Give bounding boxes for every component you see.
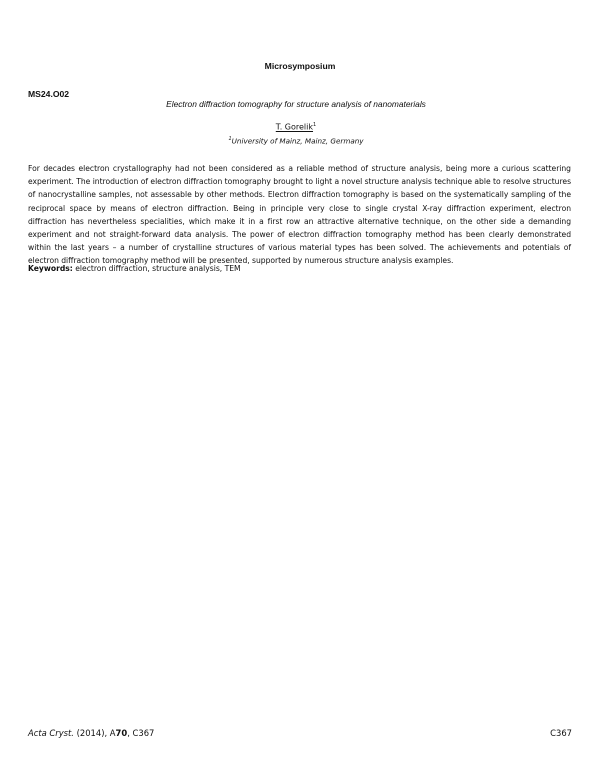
affiliation-text: University of Mainz, Mainz, Germany bbox=[231, 136, 364, 146]
section-title: Microsymposium bbox=[264, 61, 336, 71]
citation-pages: , C367 bbox=[127, 728, 155, 738]
affiliation-marker: 1 bbox=[228, 136, 232, 142]
citation-year: (2014), A bbox=[73, 728, 116, 738]
journal-name: Acta Cryst. bbox=[28, 728, 74, 738]
keywords-label: Keywords: bbox=[28, 264, 73, 273]
keywords-text: electron diffraction, structure analysis, TEM bbox=[72, 264, 241, 273]
abstract-id: MS24.O02 bbox=[28, 89, 70, 99]
keywords-line bbox=[28, 264, 241, 273]
page-number: C367 bbox=[550, 728, 572, 738]
affiliation-line bbox=[0, 136, 592, 145]
footer-citation bbox=[28, 728, 154, 738]
abstract-body: For decades electron crystallography had not been considered as a reliable method of structure analysis, being more a curious scattering experiment. The introduction of electron diffraction tomography brought to light a novel structure analysis technique able to resolve structures of nanocrystalline samples, not assessable by other methods. Electron diffraction tomography is based on the systematically sampling of the reciprocal space by means of electron diffraction. Being in principle very close to single crystal X-ray diffraction experiment, electron diffraction has nevertheless specialities, which make it in a first row an attractive alternative technique, on the other side a demanding experiment and not straight-forward data analysis. The power of electron diffraction tomography method has been clearly demonstrated within the last years – a number of crystalline structures of various material types has been solved. The achievements and potentials of electron diffraction tomography method will be presented, supported by numerous structure analysis examples. bbox=[28, 164, 571, 266]
abstract-title: Electron diffraction tomography for structure analysis of nanomaterials bbox=[166, 99, 426, 109]
author-name: T. Gorelik bbox=[275, 122, 314, 132]
author-line bbox=[0, 122, 592, 132]
citation-volume: 70 bbox=[115, 728, 128, 738]
author-affiliation-marker: 1 bbox=[313, 122, 317, 128]
